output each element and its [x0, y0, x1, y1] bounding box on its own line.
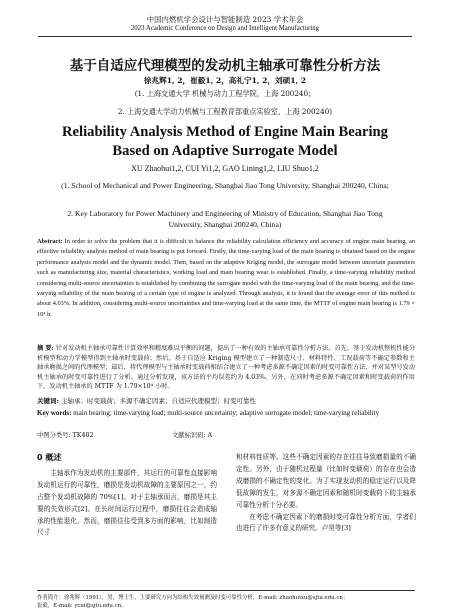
header-rule: [38, 36, 412, 37]
abstract-text: In order to solve the problem that it is difficult to balance the reliability calculation efficiency and accuracy of engine main bearing, an effective reliability analysis method of main bearing is put forward. Firstly, the time-varying load of the main bearing is obtained based on the engine performance analysis model and the dynamic model. Then, based on the adaptive Kriging model, the surrogate model between uncertain parameters such as manufacturing size, material characteristics, working load and main bearing wear is established. Finally, a time-varying reliability method considering multi-source uncertainties is established by combining the surrogate model with the time-varying load of the main bearing, and the time-varying reliability of the main bearing of a certain type of engine is analyzed. Through analysis, it is found that the average error of this method is about 4.03%. In addition, considering multi-source uncertainties and time-varying load at the same time, the MTTF of engine main bearing is 1.79 × 10⁴ h.: [37, 238, 416, 318]
body-paragraph-1: 主轴承作为发动机的主要部件，其运行的可靠性直接影响发动机运行的可靠性，磨损是发动机故障的主要原因之一，约占整个发动机故障的 70%[1]。对于主轴承而言，磨损是其主要的失效形式[2]。在长时间运行过程中，磨损往往会造成轴承的性能退化，然而，磨损往往受到多方面的影响，比如制造尺寸: [37, 468, 217, 537]
english-affiliation-2: 2. Key Laboratory for Power Machinery and Engineering of Ministry of Education, Shanghai Jiao Tong University, Shanghai 200240, China): [67, 209, 383, 229]
english-keywords: [37, 408, 415, 418]
english-title: [0, 123, 450, 161]
body-column-right: [236, 452, 416, 535]
running-header-cn: 中国内燃机学会设计与智能制造 2023 学术年会: [146, 15, 304, 24]
en-keywords-label: Key words:: [37, 409, 72, 417]
footnote: [37, 594, 415, 610]
cn-abstract-label: 摘 要:: [37, 345, 54, 352]
section-heading: 0 概述: [37, 453, 62, 462]
english-authors: XU Zhaohui1,2, CUI Yi1,2, GAO Lining1,2, LIU Shuo1,2: [131, 164, 319, 173]
english-abstract: [37, 237, 415, 320]
cn-keywords-text: 主轴承；时变载荷；多源不确定因素；自适应代理模型；时变可靠性: [60, 397, 256, 405]
chinese-title: 基于自适应代理模型的发动机主轴承可靠性分析方法: [69, 58, 381, 74]
document-code: 文献标识码: A: [172, 432, 213, 439]
running-header-en: 2023 Academic Conference on Design and Intelligent Manufacturing: [130, 25, 320, 32]
footnote-line-2: 崔毅，E-mail: ycui@sjtu.edu.cn。: [37, 603, 127, 609]
chinese-abstract: [37, 344, 415, 392]
chinese-keywords: [37, 397, 415, 407]
abstract-label: Abstract:: [37, 238, 63, 245]
english-title-line-1: Reliability Analysis Method of Engine Main Bearing: [62, 124, 388, 140]
chinese-affiliation-1: (1. 上海交通大学 机械与动力工程学院，上海 200240；: [134, 89, 316, 98]
body-paragraph-1-cont: 和材料性质等。这些不确定因素的存在往往导致磨损量的不确定性。另外，由于随机过程量（比如时变载荷）的存在也会造成磨损的不确定性的变化。为了实现发动机的稳定运行以及降低故障的发生，对多源不确定因素和随机时变载荷下的主轴承可靠性分析十分必要。: [236, 453, 416, 509]
clc-number: 中图分类号: TK402: [37, 432, 94, 439]
cn-abstract-text: 针对发动机主轴承可靠性计算效率和精度难以平衡的问题，提出了一种有效的主轴承可靠性分析方法。首先，基于发动机整机性能分析模型和动力学模型得到主轴承时变载荷；然后，基于自适应 Kriging 模型建立了一种制造尺寸、材料特性、工况载荷等不确定参数和主轴承磨损之间的代理模型；最后，将代理模型与主轴承时变载荷相结合建立了一种考虑多源不确定因素的时变可靠性方法，并对某型号发动机主轴承的时变可靠性进行了分析。通过分析发现，该方法的平均误差约为 4.03%。另外，在同时考虑多源不确定因素和时变载荷的作用下，发动机主轴承的 MTTF 为 1.79×10⁴ 小时。: [37, 345, 416, 391]
classification-line: [37, 430, 415, 439]
english-title-line-2: Based on Adaptive Surrogate Model: [112, 143, 338, 159]
chinese-authors: 徐兆辉1, 2，崔毅1, 2，高礼宁1, 2，刘硕1, 2: [143, 76, 307, 85]
chinese-affiliation-2: 2. 上海交通大学动力机械与工程教育部重点实验室，上海 200240): [117, 107, 333, 116]
cn-keywords-label: 关键词:: [37, 397, 59, 405]
english-affiliation-1: (1. School of Mechanical and Power Engineering, Shanghai Jiao Tong University, Shanghai 200240, China;: [61, 181, 389, 190]
body-paragraph-2: 在考虑不确定因素下的磨损时变可靠性分析方面，学者们也进行了许多有意义的研究。卢昊等[3]: [236, 512, 416, 533]
footnote-line-1: 作者简介：徐兆辉（1991），男，博士生，主要研究方向为结构失效预测及时变可靠性分析，E-mail: zhaohuixu@sjtu.edu.cn；: [37, 595, 349, 601]
en-keywords-text: main bearing; time-varying load; multi-source uncertainty; adaptive surrogate model; time-varying reliability: [73, 409, 380, 417]
body-column-left: [37, 452, 217, 539]
footnote-rule: [37, 590, 415, 591]
